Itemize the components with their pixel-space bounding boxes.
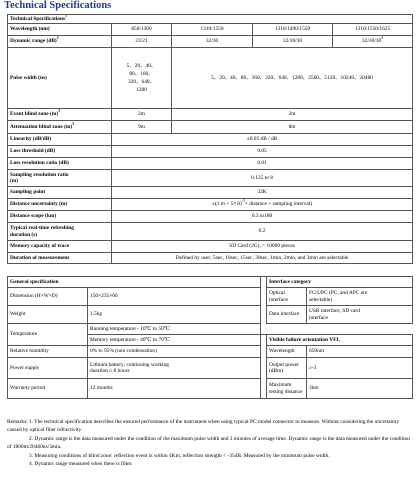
max-distance-label: Maximum testing distance <box>267 379 307 399</box>
remark-4: 4. Dynamic range measured when there is filter. <box>29 461 133 468</box>
wavelength-1310-1550: 1310/1550 <box>172 24 253 36</box>
event-blind-850: 2m <box>112 109 172 121</box>
remark-3: 3. Measuring conditions of blind zone: reflection event is within 4Km, reflection strength < -35dB. Measured by the minimum pulse width. <box>29 452 330 459</box>
max-distance-value: 3km <box>307 379 413 399</box>
dynamic-range-2: 32/30 <box>172 36 253 48</box>
dynamic-range-1: 23/21 <box>112 36 172 48</box>
wavelength-850: 850/1300 <box>112 24 172 36</box>
dynamic-range-3: 32/30/30 <box>253 36 333 48</box>
weight-value: 1.5kg <box>88 306 261 324</box>
loss-threshold-value: 0.05 <box>112 146 413 158</box>
output-power-label: Output power (dBm) <box>267 358 307 379</box>
remark-2: 2. Dynamic range is the data measured under the condition of the maximum pulse width and 3 minutes of average time. Dynamic range is the data measured under the condition of 1800m/20480ns/3min. <box>7 435 410 451</box>
dimension-label: Dimension (H×W×D) <box>8 288 88 306</box>
technical-specifications-table <box>7 14 413 264</box>
measurement-duration-label: Duration of measurement <box>8 253 112 264</box>
memory-temperature: Memory temperature - 40℃ to 70℃ <box>88 335 261 346</box>
refresh-duration-value: 0.2 <box>112 223 413 241</box>
memory-label: Memory capacity of trace <box>8 241 112 253</box>
vfl-title: Visible failure orientation VFL <box>267 335 413 346</box>
distance-uncertainty-row <box>8 199 413 211</box>
remarks <box>7 418 412 468</box>
attenuation-blind-850: 9m <box>112 121 172 134</box>
loss-resolution-row <box>8 158 413 170</box>
power-value: Lithium battery; continuing working duration ≥ 8 hours <box>88 358 261 379</box>
attenuation-blind-label: Attenuation blind zone $(m)^3$ <box>8 121 112 134</box>
refresh-duration-label: Typical real-time refreshing duration (s) <box>8 223 112 241</box>
pulse-width-label: Pulse width (ns) <box>8 48 112 109</box>
pulse-width-850: 5、20、40、 80、160、 320、640、 1280 <box>112 48 172 109</box>
spec-title: Technical Specifications$^1$ <box>8 15 413 24</box>
power-row <box>8 358 413 379</box>
distance-uncertainty-value: ±(1 $m + 5\times 10^{-5}\times$ distance + sampling interval) <box>112 199 413 211</box>
event-blind-row <box>8 109 413 121</box>
dynamic-range-4: $32/30/30^4$ <box>333 36 413 48</box>
temperature-run-row <box>8 324 413 335</box>
dimension-value: 150×235×66 <box>88 288 261 306</box>
power-label: Power supply <box>8 358 88 379</box>
humidity-label: Relative humidity <box>8 346 88 358</box>
memory-row <box>8 241 413 253</box>
general-title: General specification <box>8 277 261 288</box>
warranty-label: Warranty period <box>8 379 88 399</box>
sampling-point-value: 32K <box>112 187 413 199</box>
dynamic-range-label: Dynamic range (dB)$^2$ <box>8 36 112 48</box>
sampling-resolution-row <box>8 170 413 187</box>
attenuation-blind-row <box>8 121 413 134</box>
warranty-row <box>8 379 413 399</box>
sampling-resolution-label: Sampling resolution ratio (m) <box>8 170 112 187</box>
dimension-row <box>8 288 413 306</box>
blank-cell <box>267 324 413 335</box>
vfl-wavelength-value: 650nm <box>307 346 413 358</box>
event-blind-label: Event blind zone $(m)^3$ <box>8 109 112 121</box>
wavelength-label: Wavelength (nm) <box>8 24 112 36</box>
refresh-duration-row <box>8 223 413 241</box>
optical-interface-label: Optical interface <box>267 288 307 306</box>
remark-1: Remarks: 1. The technical specification describes the ensured performance of the instrument when using typical PC model connector to measure. Without considering the uncertainty caused by optical fiber refractivity. <box>7 419 399 434</box>
pulse-width-row <box>8 48 413 109</box>
memory-value: SD Card (2G), > 10000 pieces <box>112 241 413 253</box>
measurement-duration-row <box>8 253 413 264</box>
temperature-label: Temperature <box>8 324 88 346</box>
sampling-resolution-value: 0.125 to 8 <box>112 170 413 187</box>
vfl-wavelength-label: Wavelength <box>267 346 307 358</box>
sampling-point-label: Sampling point <box>8 187 112 199</box>
spec-title-row <box>8 15 413 24</box>
measurement-duration-value: Defined by user; 5sec, 10sec, 15sec, 30sec, 1min, 2min, and 3min are selectable <box>112 253 413 264</box>
wavelength-1310-1490-1550: 1310/1490/1550 <box>253 24 333 36</box>
weight-row <box>8 306 413 324</box>
data-interface-value: USB interface, SD card interface <box>307 306 413 324</box>
loss-resolution-value: 0.01 <box>112 158 413 170</box>
event-blind-singlemode: 2m <box>172 109 413 121</box>
dynamic-range-row <box>8 36 413 48</box>
distance-uncertainty-label: Distance uncertainty (m) <box>8 199 112 211</box>
page-heading: Technical Specifications <box>4 0 112 11</box>
general-interface-table <box>7 276 413 399</box>
pulse-width-singlemode: 5、20、40、80、160、320、640、1280、2560、5120、10240、20480 <box>172 48 413 109</box>
distance-scope-row <box>8 211 413 223</box>
humidity-row <box>8 346 413 358</box>
optical-interface-value: FC/UPC (PC, and APC are selectable) <box>307 288 413 306</box>
distance-scope-label: Distance scope (km) <box>8 211 112 223</box>
warranty-value: 12 months <box>88 379 261 399</box>
running-temperature: Running temperature - 10℃ to 50℃ <box>88 324 261 335</box>
attenuation-blind-singlemode: 8m <box>172 121 413 134</box>
loss-resolution-label: Loss resolution ratio (dB) <box>8 158 112 170</box>
wavelength-row <box>8 24 413 36</box>
loss-threshold-row <box>8 146 413 158</box>
humidity-value: 0% to 95% (non condensation) <box>88 346 261 358</box>
linearity-row <box>8 134 413 146</box>
weight-label: Weight <box>8 306 88 324</box>
linearity-label: Linearity (dB/dB) <box>8 134 112 146</box>
sampling-point-row <box>8 187 413 199</box>
interface-title: Interface category <box>267 277 413 288</box>
linearity-value: ±0.05 dB / dB <box>112 134 413 146</box>
data-interface-label: Data interface <box>267 306 307 324</box>
wavelength-1310-1550-1625: 1310/1550/1625 <box>333 24 413 36</box>
loss-threshold-label: Loss threshold (dB) <box>8 146 112 158</box>
section-title-row <box>8 277 413 288</box>
output-power-value: ≥-3 <box>307 358 413 379</box>
distance-scope-value: 0.3 to180 <box>112 211 413 223</box>
